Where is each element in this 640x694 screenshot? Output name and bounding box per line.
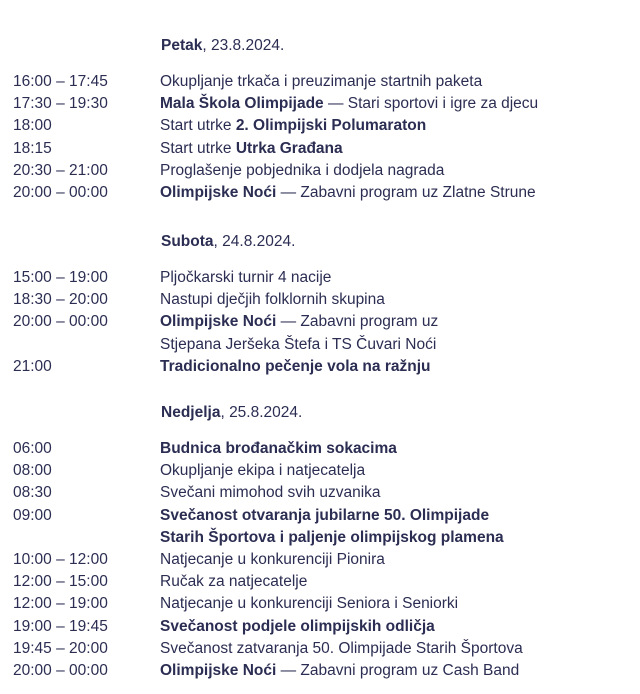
event-description: [160, 571, 640, 593]
event-list: [0, 71, 640, 204]
event-time: 08:30: [13, 484, 52, 502]
event-text: Okupljanje trkača i preuzimanje startnih paketa: [160, 73, 483, 90]
event-time: 20:00 – 00:00: [13, 662, 108, 680]
event-description: [160, 138, 640, 160]
event-text: Start utrke: [160, 117, 236, 135]
event-description: [160, 527, 640, 549]
day-date: , 23.8.2024.: [202, 37, 285, 54]
event-title-bold: 2. Olimpijski Polumaraton: [235, 117, 427, 135]
event-description: [160, 160, 640, 182]
day-section: [0, 35, 640, 204]
event-row: [0, 289, 640, 311]
event-description: [160, 289, 640, 311]
event-description: [160, 267, 640, 289]
event-row: [0, 267, 640, 289]
event-description: [160, 182, 640, 204]
event-time: 12:00 – 19:00: [13, 595, 108, 613]
event-row: [0, 660, 640, 682]
event-title-bold: Olimpijske Noći: [160, 662, 277, 680]
event-row: [0, 505, 640, 527]
day-header: [0, 35, 640, 57]
event-title-bold: Olimpijske Noći: [160, 184, 277, 202]
event-description: [160, 93, 640, 115]
event-list: [0, 267, 640, 378]
event-description: [160, 505, 640, 527]
event-list: [0, 438, 640, 682]
event-description: [160, 334, 640, 356]
event-time: 20:30 – 21:00: [13, 161, 108, 179]
event-row: [0, 460, 640, 482]
event-text: Proglašenje pobjednika i dodjela nagrada: [160, 161, 445, 179]
event-row: [0, 549, 640, 571]
event-row: [0, 71, 640, 93]
day-header: [0, 231, 640, 253]
event-text: Pljočkarski turnir 4 nacije: [160, 269, 332, 286]
event-text: — Stari sportovi i igre za djecu: [323, 95, 539, 113]
event-title-bold: Starih Športova i paljenje olimpijskog plamena: [160, 528, 504, 546]
event-row: [0, 527, 640, 549]
event-description: [160, 460, 640, 482]
day-date: , 24.8.2024.: [213, 233, 296, 250]
event-time: 18:15: [13, 139, 52, 157]
event-time: 16:00 – 17:45: [13, 73, 108, 90]
event-time: [0, 527, 160, 549]
event-time: 12:00 – 15:00: [13, 573, 108, 591]
event-text: Start utrke: [160, 139, 236, 157]
event-title-bold: Budnica brođanačkim sokacima: [160, 440, 397, 457]
event-row: [0, 334, 640, 356]
event-row: [0, 616, 640, 638]
event-row: [0, 160, 640, 182]
event-time: 09:00: [13, 506, 52, 524]
event-row: [0, 115, 640, 137]
event-text: Okupljanje ekipa i natjecatelja: [160, 462, 366, 480]
day-name: Petak: [161, 37, 203, 54]
event-description: [160, 71, 640, 93]
event-text: Nastupi dječjih folklornih skupina: [160, 291, 385, 309]
event-description: [160, 311, 640, 333]
event-text: — Zabavni program uz: [276, 313, 439, 331]
event-time: 20:00 – 00:00: [13, 184, 108, 202]
event-text: Natjecanje u konkurenciji Pionira: [160, 551, 385, 569]
event-row: [0, 93, 640, 115]
event-time: 15:00 – 19:00: [13, 269, 108, 286]
event-row: [0, 571, 640, 593]
event-row: [0, 138, 640, 160]
day-header: [0, 402, 640, 424]
day-date: , 25.8.2024.: [220, 404, 303, 421]
event-description: [160, 115, 640, 137]
event-time: 18:00: [13, 117, 52, 135]
event-row: [0, 482, 640, 504]
event-title-bold: Tradicionalno pečenje vola na ražnju: [160, 357, 431, 375]
event-text: Natjecanje u konkurenciji Seniora i Seniorki: [160, 595, 459, 613]
event-row: [0, 356, 640, 378]
day-section: [0, 231, 640, 378]
event-time: 19:45 – 20:00: [13, 639, 108, 657]
event-row: [0, 182, 640, 204]
event-time: 21:00: [13, 357, 52, 375]
event-text: Svečani mimohod svih uzvanika: [160, 484, 381, 502]
event-text: Ručak za natjecatelje: [160, 573, 308, 591]
event-text: — Zabavni program uz Zlatne Strune: [276, 184, 536, 202]
event-description: [160, 638, 640, 660]
event-time: 19:00 – 19:45: [13, 617, 108, 635]
event-description: [160, 356, 640, 378]
event-title-bold: Utrka Građana: [235, 139, 343, 157]
event-text: — Zabavni program uz Cash Band: [276, 662, 520, 680]
event-row: [0, 311, 640, 333]
event-time: 20:00 – 00:00: [13, 313, 108, 331]
day-section: [0, 402, 640, 682]
event-title-bold: Svečanost podjele olimpijskih odličja: [160, 617, 435, 635]
day-name: Subota: [161, 233, 214, 250]
event-time: 06:00: [13, 440, 52, 457]
event-description: [160, 616, 640, 638]
event-title-bold: Svečanost otvaranja jubilarne 50. Olimpijade: [160, 506, 490, 524]
event-time: 18:30 – 20:00: [13, 291, 108, 309]
event-text: Stjepana Jeršeka Štefa i TS Čuvari Noći: [160, 335, 437, 353]
event-title-bold: Olimpijske Noći: [160, 313, 277, 331]
event-title-bold: Mala Škola Olimpijade: [160, 95, 324, 113]
event-row: [0, 638, 640, 660]
event-description: [160, 549, 640, 571]
event-description: [160, 482, 640, 504]
event-time: 17:30 – 19:30: [13, 95, 108, 113]
event-row: [0, 593, 640, 615]
event-description: [160, 593, 640, 615]
event-time: 10:00 – 12:00: [13, 551, 108, 569]
event-time: [0, 334, 160, 356]
day-name: Nedjelja: [161, 404, 221, 421]
event-time: 08:00: [13, 462, 52, 480]
event-description: [160, 660, 640, 682]
event-description: [160, 438, 640, 460]
event-text: Svečanost zatvaranja 50. Olimpijade Starih Športova: [160, 639, 523, 657]
event-row: [0, 438, 640, 460]
